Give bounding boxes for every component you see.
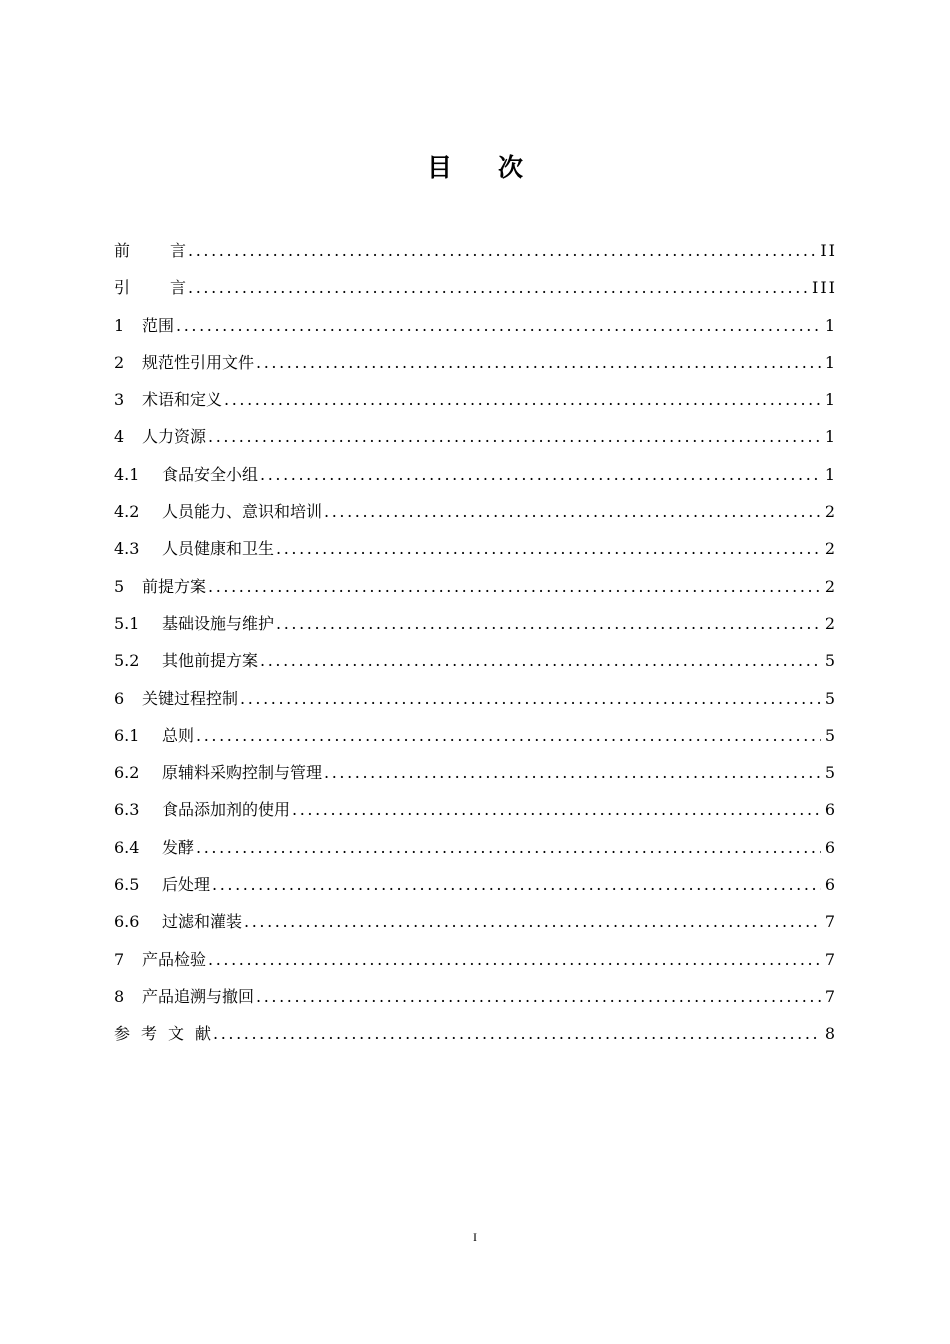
table-of-contents [114, 232, 837, 1053]
toc-dot-leader [324, 493, 821, 530]
toc-entry-label: 过滤和灌装 [162, 912, 243, 932]
toc-dot-leader [224, 381, 821, 418]
toc-entry-number: 6.2 [114, 763, 140, 783]
toc-entry-page: 5 [824, 651, 837, 671]
toc-entry-label: 引言 [114, 278, 187, 298]
toc-entry-7[interactable] [114, 941, 837, 978]
toc-dot-leader [176, 307, 821, 344]
toc-dot-leader [208, 568, 821, 605]
toc-entry-label: 范围 [142, 315, 175, 335]
toc-dot-leader [256, 978, 821, 1015]
toc-dot-leader [240, 680, 821, 717]
toc-entry-page: 1 [824, 390, 837, 410]
toc-entry-page: 7 [824, 912, 837, 932]
toc-entry-label: 原辅料采购控制与管理 [162, 763, 323, 783]
page-title [0, 150, 950, 186]
page-title-char-2: 次 [498, 153, 570, 182]
toc-entry-page: 7 [824, 949, 837, 969]
toc-entry-page: II [820, 241, 837, 260]
toc-entry-4-3[interactable] [114, 530, 837, 567]
toc-entry-6-4[interactable] [114, 829, 837, 866]
toc-entry-page: 1 [824, 352, 837, 372]
toc-entry-number: 6.4 [114, 837, 140, 857]
toc-entry-page: 2 [824, 613, 837, 633]
toc-dot-leader [196, 717, 821, 754]
toc-dot-leader [208, 941, 821, 978]
toc-entry-5[interactable] [114, 568, 837, 605]
toc-entry-number: 4.2 [114, 502, 140, 522]
toc-entry-6-5[interactable] [114, 866, 837, 903]
page-number: I [473, 1230, 477, 1244]
toc-entry-label: 基础设施与维护 [162, 613, 275, 633]
toc-entry-label: 人员能力、意识和培训 [162, 502, 323, 522]
toc-entry-5-2[interactable] [114, 642, 837, 679]
toc-dot-leader [260, 456, 821, 493]
toc-entry-number: 6 [114, 688, 125, 708]
toc-entry-label: 规范性引用文件 [142, 352, 255, 372]
page-title-char-1: 目 [426, 153, 498, 182]
toc-entry-page: 2 [824, 502, 837, 522]
toc-entry-4-2[interactable] [114, 493, 837, 530]
toc-entry-page: 6 [824, 875, 837, 895]
toc-entry-number: 6.5 [114, 875, 140, 895]
toc-entry-5-1[interactable] [114, 605, 837, 642]
toc-entry-page: 2 [824, 576, 837, 596]
toc-entry-label: 术语和定义 [142, 390, 223, 410]
toc-dot-leader [188, 232, 816, 269]
toc-entry-6-3[interactable] [114, 791, 837, 828]
toc-entry-bibliography[interactable] [114, 1015, 837, 1052]
toc-dot-leader [244, 903, 821, 940]
toc-entry-label: 关键过程控制 [142, 688, 239, 708]
toc-entry-number: 5.1 [114, 613, 140, 633]
toc-entry-label: 人员健康和卫生 [162, 539, 275, 559]
toc-entry-2[interactable] [114, 344, 837, 381]
toc-entry-label: 产品检验 [142, 949, 207, 969]
toc-entry-introduction[interactable] [114, 269, 837, 306]
toc-entry-8[interactable] [114, 978, 837, 1015]
toc-entry-page: 1 [824, 464, 837, 484]
toc-entry-page: 5 [824, 725, 837, 745]
toc-entry-label: 发酵 [162, 837, 195, 857]
toc-entry-number: 4.3 [114, 539, 140, 559]
toc-dot-leader [208, 418, 821, 455]
toc-entry-number: 5 [114, 576, 125, 596]
toc-dot-leader [188, 269, 808, 306]
toc-entry-label: 产品追溯与撤回 [142, 986, 255, 1006]
toc-entry-label: 前言 [114, 241, 187, 260]
toc-entry-page: 7 [824, 986, 837, 1006]
toc-dot-leader [292, 791, 821, 828]
toc-entry-number: 7 [114, 949, 125, 969]
toc-entry-number: 1 [114, 315, 125, 335]
toc-entry-label: 食品安全小组 [162, 464, 259, 484]
toc-entry-page: 5 [824, 688, 837, 708]
toc-entry-1[interactable] [114, 307, 837, 344]
toc-entry-label: 食品添加剂的使用 [162, 800, 291, 820]
toc-dot-leader [324, 754, 821, 791]
toc-entry-foreword[interactable] [114, 232, 837, 269]
toc-entry-6-6[interactable] [114, 903, 837, 940]
toc-entry-number: 8 [114, 986, 125, 1006]
toc-entry-page: 5 [824, 763, 837, 783]
toc-entry-page: 2 [824, 539, 837, 559]
toc-dot-leader [213, 1015, 821, 1052]
toc-entry-number: 4 [114, 427, 125, 447]
toc-entry-page: 8 [824, 1024, 837, 1044]
toc-entry-page: 6 [824, 837, 837, 857]
toc-entry-6[interactable] [114, 680, 837, 717]
toc-dot-leader [276, 530, 821, 567]
toc-dot-leader [196, 829, 821, 866]
toc-entry-number: 2 [114, 352, 125, 372]
toc-entry-6-2[interactable] [114, 754, 837, 791]
toc-entry-page: 1 [824, 315, 837, 335]
toc-entry-label: 人力资源 [142, 427, 207, 447]
toc-entry-4-1[interactable] [114, 456, 837, 493]
toc-entry-4[interactable] [114, 418, 837, 455]
toc-dot-leader [212, 866, 821, 903]
toc-entry-label: 后处理 [162, 875, 211, 895]
toc-entry-number: 3 [114, 390, 125, 410]
toc-entry-label: 参考文献 [114, 1024, 212, 1044]
toc-entry-label: 其他前提方案 [162, 651, 259, 671]
toc-entry-label: 总则 [162, 725, 195, 745]
toc-entry-label: 前提方案 [142, 576, 207, 596]
toc-entry-page: 6 [824, 800, 837, 820]
toc-entry-page: III [812, 278, 837, 298]
toc-entry-number: 6.1 [114, 725, 140, 745]
toc-entry-number: 5.2 [114, 651, 140, 671]
toc-dot-leader [256, 344, 821, 381]
toc-dot-leader [260, 642, 821, 679]
toc-entry-number: 6.6 [114, 912, 140, 932]
toc-entry-number: 6.3 [114, 800, 140, 820]
toc-entry-number: 4.1 [114, 464, 140, 484]
toc-dot-leader [276, 605, 821, 642]
toc-entry-page: 1 [824, 427, 837, 447]
toc-entry-3[interactable] [114, 381, 837, 418]
toc-entry-6-1[interactable] [114, 717, 837, 754]
